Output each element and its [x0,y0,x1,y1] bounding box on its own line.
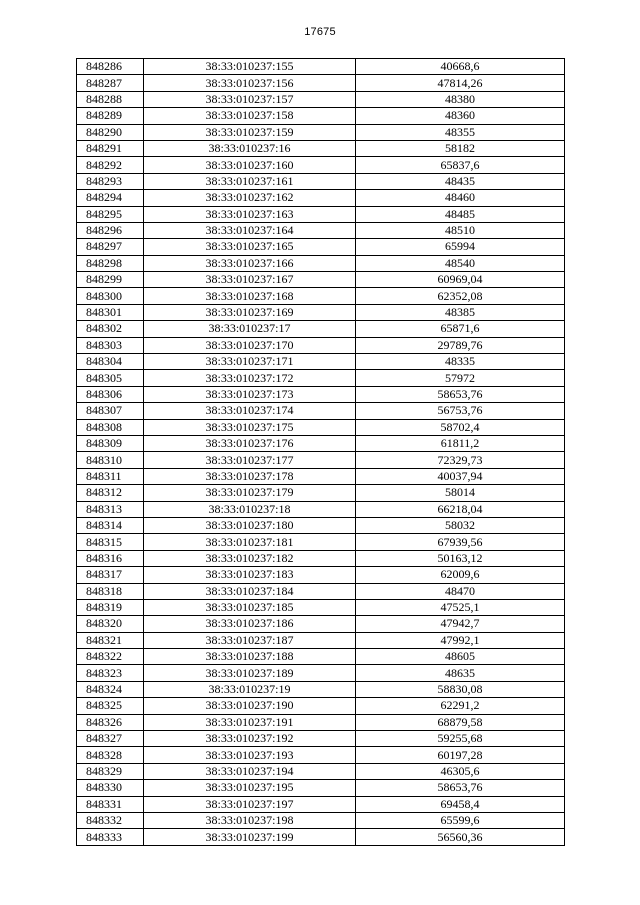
table-row [77,567,565,583]
cadastral-number-cell: 38:33:010237:180 [144,517,356,533]
table-row [77,75,565,91]
table-row [77,222,565,238]
cadastral-number-cell: 38:33:010237:191 [144,714,356,730]
record-number-cell: 848314 [77,517,144,533]
value-cell: 48435 [356,173,565,189]
value-cell: 48510 [356,222,565,238]
table-row [77,616,565,632]
record-number-cell: 848307 [77,403,144,419]
table-row [77,370,565,386]
table-row [77,386,565,402]
record-number-cell: 848286 [77,59,144,75]
cadastral-number-cell: 38:33:010237:179 [144,485,356,501]
value-cell: 62352,08 [356,288,565,304]
record-number-cell: 848291 [77,140,144,156]
table-row [77,255,565,271]
record-number-cell: 848300 [77,288,144,304]
record-number-cell: 848329 [77,763,144,779]
record-number-cell: 848294 [77,190,144,206]
record-number-cell: 848321 [77,632,144,648]
value-cell: 40037,94 [356,468,565,484]
value-cell: 48355 [356,124,565,140]
cadastral-number-cell: 38:33:010237:177 [144,452,356,468]
value-cell: 46305,6 [356,763,565,779]
record-number-cell: 848332 [77,812,144,828]
value-cell: 48470 [356,583,565,599]
value-cell: 48605 [356,649,565,665]
cadastral-number-cell: 38:33:010237:184 [144,583,356,599]
cadastral-number-cell: 38:33:010237:156 [144,75,356,91]
value-cell: 48385 [356,304,565,320]
table-row [77,731,565,747]
value-cell: 47942,7 [356,616,565,632]
table-row [77,108,565,124]
record-number-cell: 848331 [77,796,144,812]
value-cell: 65994 [356,239,565,255]
record-number-cell: 848318 [77,583,144,599]
record-number-cell: 848333 [77,829,144,845]
cadastral-number-cell: 38:33:010237:18 [144,501,356,517]
cadastral-number-cell: 38:33:010237:172 [144,370,356,386]
record-number-cell: 848313 [77,501,144,517]
cadastral-number-cell: 38:33:010237:187 [144,632,356,648]
table-row [77,354,565,370]
table-row [77,140,565,156]
record-number-cell: 848293 [77,173,144,189]
record-number-cell: 848326 [77,714,144,730]
table-row [77,583,565,599]
table-row [77,435,565,451]
value-cell: 62009,6 [356,567,565,583]
table-row [77,337,565,353]
table-row [77,517,565,533]
table-row [77,468,565,484]
table-row [77,157,565,173]
record-number-cell: 848312 [77,485,144,501]
value-cell: 40668,6 [356,59,565,75]
value-cell: 65871,6 [356,321,565,337]
value-cell: 61811,2 [356,435,565,451]
table-body [77,59,565,846]
value-cell: 60969,04 [356,272,565,288]
table-row [77,599,565,615]
value-cell: 65837,6 [356,157,565,173]
value-cell: 62291,2 [356,698,565,714]
table-row [77,681,565,697]
cadastral-table [76,58,565,846]
value-cell: 50163,12 [356,550,565,566]
record-number-cell: 848305 [77,370,144,386]
cadastral-number-cell: 38:33:010237:157 [144,91,356,107]
value-cell: 58830,08 [356,681,565,697]
value-cell: 47814,26 [356,75,565,91]
table-row [77,534,565,550]
cadastral-number-cell: 38:33:010237:192 [144,731,356,747]
table-row [77,59,565,75]
table-row [77,632,565,648]
table-row [77,665,565,681]
value-cell: 48380 [356,91,565,107]
cadastral-number-cell: 38:33:010237:183 [144,567,356,583]
table-row [77,796,565,812]
record-number-cell: 848317 [77,567,144,583]
cadastral-number-cell: 38:33:010237:155 [144,59,356,75]
table-row [77,239,565,255]
value-cell: 72329,73 [356,452,565,468]
table-row [77,190,565,206]
cadastral-number-cell: 38:33:010237:170 [144,337,356,353]
value-cell: 56560,36 [356,829,565,845]
record-number-cell: 848292 [77,157,144,173]
cadastral-number-cell: 38:33:010237:167 [144,272,356,288]
value-cell: 59255,68 [356,731,565,747]
value-cell: 68879,58 [356,714,565,730]
record-number-cell: 848328 [77,747,144,763]
cadastral-number-cell: 38:33:010237:166 [144,255,356,271]
record-number-cell: 848323 [77,665,144,681]
cadastral-number-cell: 38:33:010237:185 [144,599,356,615]
cadastral-number-cell: 38:33:010237:176 [144,435,356,451]
cadastral-number-cell: 38:33:010237:169 [144,304,356,320]
table-row [77,501,565,517]
record-number-cell: 848315 [77,534,144,550]
cadastral-number-cell: 38:33:010237:165 [144,239,356,255]
cadastral-number-cell: 38:33:010237:198 [144,812,356,828]
table-row [77,91,565,107]
record-number-cell: 848289 [77,108,144,124]
value-cell: 58653,76 [356,780,565,796]
table-row [77,714,565,730]
record-number-cell: 848316 [77,550,144,566]
table-row [77,272,565,288]
record-number-cell: 848296 [77,222,144,238]
table-row [77,403,565,419]
value-cell: 69458,4 [356,796,565,812]
cadastral-number-cell: 38:33:010237:174 [144,403,356,419]
cadastral-number-cell: 38:33:010237:195 [144,780,356,796]
value-cell: 48335 [356,354,565,370]
cadastral-number-cell: 38:33:010237:168 [144,288,356,304]
table-row [77,321,565,337]
record-number-cell: 848302 [77,321,144,337]
record-number-cell: 848320 [77,616,144,632]
record-number-cell: 848301 [77,304,144,320]
table-row [77,206,565,222]
record-number-cell: 848288 [77,91,144,107]
cadastral-number-cell: 38:33:010237:171 [144,354,356,370]
record-number-cell: 848290 [77,124,144,140]
cadastral-number-cell: 38:33:010237:17 [144,321,356,337]
table-row [77,452,565,468]
table-row [77,288,565,304]
record-number-cell: 848299 [77,272,144,288]
value-cell: 48485 [356,206,565,222]
value-cell: 58182 [356,140,565,156]
cadastral-number-cell: 38:33:010237:163 [144,206,356,222]
value-cell: 57972 [356,370,565,386]
value-cell: 65599,6 [356,812,565,828]
cadastral-number-cell: 38:33:010237:16 [144,140,356,156]
record-number-cell: 848308 [77,419,144,435]
table-row [77,763,565,779]
value-cell: 58032 [356,517,565,533]
table-row [77,829,565,845]
table-row [77,124,565,140]
table-row [77,419,565,435]
record-number-cell: 848309 [77,435,144,451]
cadastral-number-cell: 38:33:010237:19 [144,681,356,697]
cadastral-number-cell: 38:33:010237:158 [144,108,356,124]
cadastral-number-cell: 38:33:010237:197 [144,796,356,812]
value-cell: 56753,76 [356,403,565,419]
value-cell: 58653,76 [356,386,565,402]
value-cell: 48635 [356,665,565,681]
record-number-cell: 848311 [77,468,144,484]
value-cell: 29789,76 [356,337,565,353]
cadastral-number-cell: 38:33:010237:160 [144,157,356,173]
record-number-cell: 848324 [77,681,144,697]
cadastral-number-cell: 38:33:010237:188 [144,649,356,665]
table-row [77,485,565,501]
cadastral-number-cell: 38:33:010237:193 [144,747,356,763]
cadastral-number-cell: 38:33:010237:189 [144,665,356,681]
value-cell: 58702,4 [356,419,565,435]
table-row [77,747,565,763]
record-number-cell: 848298 [77,255,144,271]
record-number-cell: 848295 [77,206,144,222]
table-row [77,780,565,796]
record-number-cell: 848310 [77,452,144,468]
cadastral-number-cell: 38:33:010237:173 [144,386,356,402]
value-cell: 48540 [356,255,565,271]
cadastral-number-cell: 38:33:010237:164 [144,222,356,238]
record-number-cell: 848304 [77,354,144,370]
value-cell: 66218,04 [356,501,565,517]
cadastral-number-cell: 38:33:010237:161 [144,173,356,189]
cadastral-number-cell: 38:33:010237:182 [144,550,356,566]
cadastral-number-cell: 38:33:010237:178 [144,468,356,484]
value-cell: 48360 [356,108,565,124]
table-row [77,173,565,189]
record-number-cell: 848306 [77,386,144,402]
table-row [77,649,565,665]
record-number-cell: 848322 [77,649,144,665]
value-cell: 47992,1 [356,632,565,648]
cadastral-number-cell: 38:33:010237:162 [144,190,356,206]
cadastral-number-cell: 38:33:010237:194 [144,763,356,779]
table-row [77,550,565,566]
record-number-cell: 848303 [77,337,144,353]
value-cell: 48460 [356,190,565,206]
record-number-cell: 848297 [77,239,144,255]
cadastral-number-cell: 38:33:010237:199 [144,829,356,845]
table-row [77,698,565,714]
record-number-cell: 848287 [77,75,144,91]
value-cell: 58014 [356,485,565,501]
record-number-cell: 848325 [77,698,144,714]
cadastral-number-cell: 38:33:010237:159 [144,124,356,140]
record-number-cell: 848319 [77,599,144,615]
value-cell: 60197,28 [356,747,565,763]
table-row [77,304,565,320]
cadastral-number-cell: 38:33:010237:181 [144,534,356,550]
cadastral-number-cell: 38:33:010237:175 [144,419,356,435]
page-number: 17675 [304,26,336,38]
cadastral-number-cell: 38:33:010237:190 [144,698,356,714]
value-cell: 67939,56 [356,534,565,550]
cadastral-number-cell: 38:33:010237:186 [144,616,356,632]
record-number-cell: 848327 [77,731,144,747]
table-row [77,812,565,828]
value-cell: 47525,1 [356,599,565,615]
record-number-cell: 848330 [77,780,144,796]
